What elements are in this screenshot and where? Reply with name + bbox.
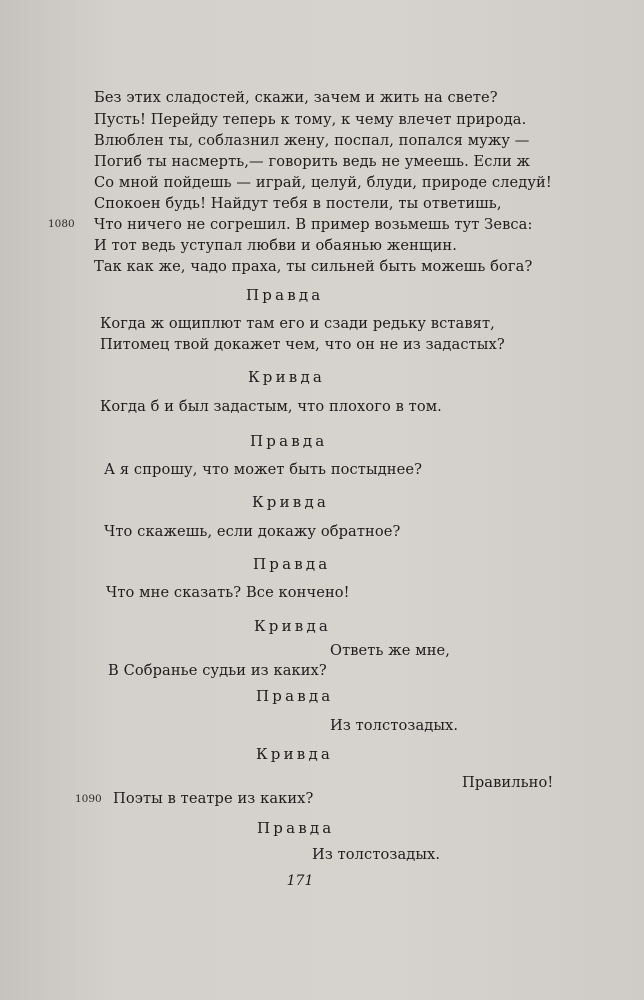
verse-line: Что мне сказать? Все кончено! bbox=[106, 584, 350, 601]
verse-line: Что ничего не согрешил. В пример возьмешь тут Зевса: bbox=[94, 216, 533, 233]
verse-line: И тот ведь уступал любви и обаянью женщин. bbox=[94, 237, 457, 254]
verse-line: Из толстозадых. bbox=[330, 717, 459, 734]
verse-line: Поэты в театре из каких? bbox=[113, 790, 314, 807]
verse-line: В Собранье судьи из каких? bbox=[108, 662, 327, 679]
verse-line: Со мной пойдешь — играй, целуй, блуди, природе следуй! bbox=[94, 174, 552, 191]
verse-line: Когда ж ощиплют там его и сзади редьку вставят, bbox=[100, 315, 495, 332]
verse-line: Питомец твой докажет чем, что он не из задастых? bbox=[100, 336, 505, 353]
verse-line: А я спрошу, что может быть постыднее? bbox=[104, 461, 422, 478]
verse-line: Что скажешь, если докажу обратное? bbox=[104, 523, 401, 540]
verse-line: Влюблен ты, соблазнил жену, поспал, попался мужу — bbox=[94, 132, 530, 149]
line-number: 1090 bbox=[75, 793, 102, 805]
speaker-heading: Кривда bbox=[248, 368, 326, 386]
verse-line: Ответь же мне, bbox=[330, 642, 451, 659]
verse-line: Так как же, чадо праха, ты сильней быть можешь бога? bbox=[94, 258, 533, 275]
speaker-heading: Правда bbox=[256, 687, 334, 705]
speaker-heading: Кривда bbox=[254, 617, 332, 635]
line-number: 1080 bbox=[48, 218, 75, 230]
speaker-heading: Правда bbox=[257, 819, 335, 837]
speaker-heading: Правда bbox=[253, 555, 331, 573]
verse-line: Правильно! bbox=[462, 774, 554, 791]
speaker-heading: Кривда bbox=[256, 745, 334, 763]
speaker-heading: Правда bbox=[250, 432, 328, 450]
verse-line: Спокоен будь! Найдут тебя в постели, ты ответишь, bbox=[94, 195, 502, 212]
page-number: 171 bbox=[286, 873, 314, 889]
verse-line: Когда б и был задастым, что плохого в том. bbox=[100, 398, 442, 415]
verse-line: Пусть! Перейду теперь к тому, к чему влечет природа. bbox=[94, 111, 527, 128]
verse-line: Погиб ты насмерть,— говорить ведь не умеешь. Если ж bbox=[94, 153, 531, 170]
speaker-heading: Кривда bbox=[252, 493, 330, 511]
verse-line: Без этих сладостей, скажи, зачем и жить на свете? bbox=[94, 89, 498, 106]
verse-line: Из толстозадых. bbox=[312, 846, 441, 863]
speaker-heading: Правда bbox=[246, 286, 324, 304]
